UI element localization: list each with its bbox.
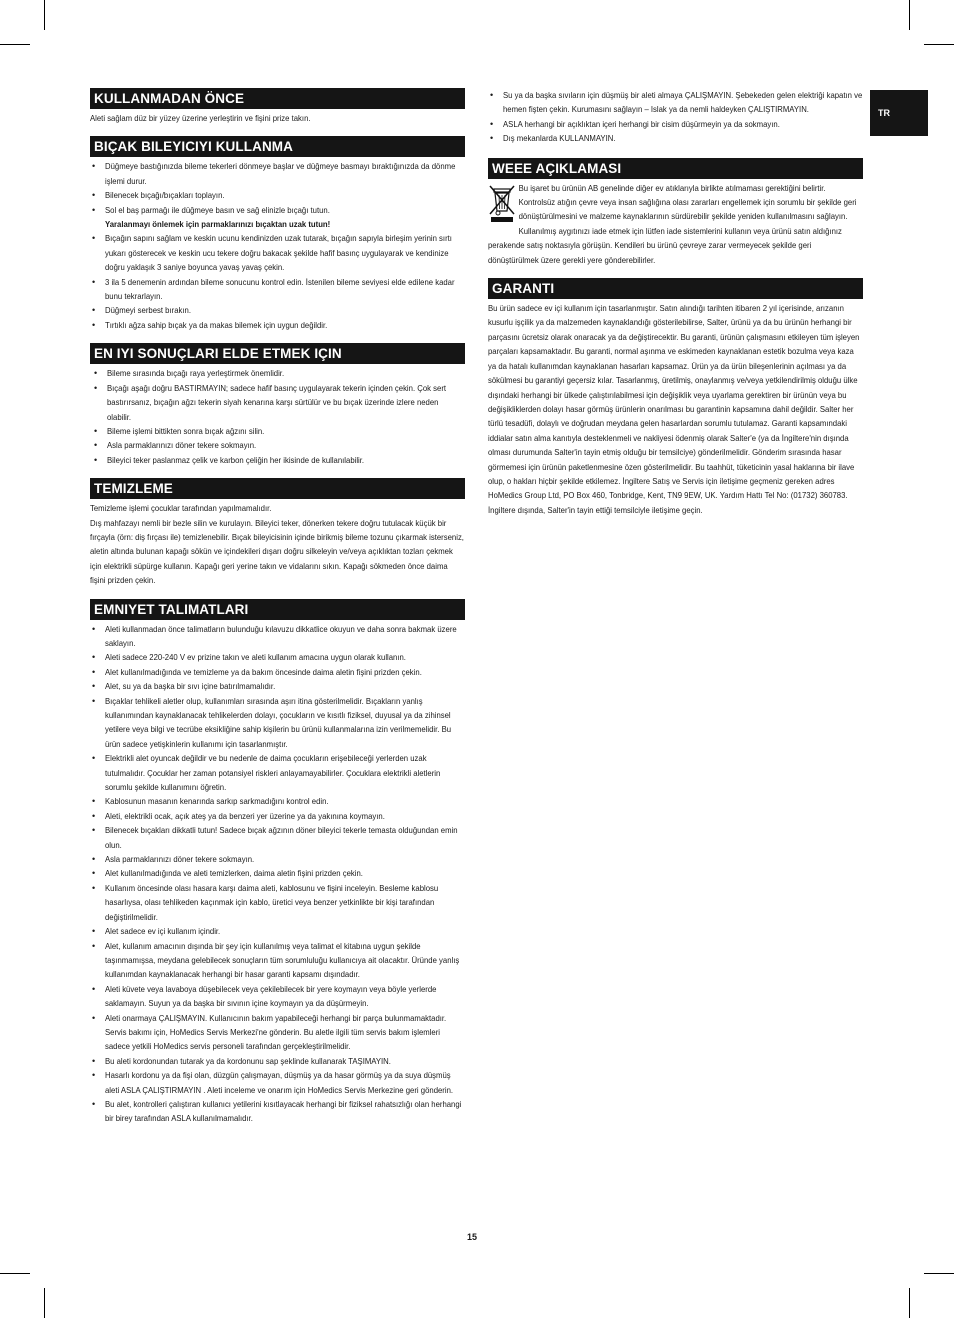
section-title-weee: WEEE AÇIKLAMASI [488,158,863,179]
list-item: • Bilenecek bıçağı/bıçakları toplayın. [90,188,465,202]
list-item: • Bilenecek bıçakları dikkatli tutun! Sadece bıçak ağzının döner bileyici tekerle temasta olduğundan emin olun. [90,823,465,852]
crop-mark [924,44,954,45]
list-item: • Bıçağın sapını sağlam ve keskin ucunu kendinizden uzak tutarak, bıçağın sapıyla birleşim yerinin sırtı yukarı gösterecek ve keskin ucu tekere doğru bakacak şekilde hafif basınç uygulayarak ve kendinize doğru yaklaşık 3 saniye boyunca yavaş yavaş çekin. [90,231,465,274]
list-item: • Alet, su ya da başka bir sıvı içine batırılmamalıdır. [90,679,465,693]
eniyi-list [90,366,465,467]
list-item: • Aleti, elektrikli ocak, açık ateş ya da benzeri yer üzerine ya da yakınına koymayın. [90,809,465,823]
crop-mark [44,1288,45,1318]
language-tab: TR [870,90,928,136]
right-column [488,88,863,528]
section-title-eniyi: EN IYI SONUÇLARI ELDE ETMEK IÇIN [90,343,465,364]
garanti-text: Bu ürün sadece ev içi kullanım için tasarlanmıştır. Satın alındığı tarihten itibaren 2 yıl içerisinde, arızanın kusurlu işçilik ya da malzemeden kaynaklandığı gösterilebilirse, Salter, ürünü ya da bu ürünün herhangi bir parçasını ücretsiz olarak onaracak ya da değiştirecektir. Bu garanti, ürünün çalışmasını etkileyen tüm işleyen parçaları kapsamaktadır. Bu garanti, normal aşınma ve eskimeden kaynaklanan estetik bozulma veya kaza ya da hatalı kullanımdan kaynaklanan hasarları kapsamaz. Ürün ya da ürün bileşenlerinin açılması ya da sökülmesi bu garantiyi geçersiz kılar. Tasarlanmış, üretilmiş, onaylanmış ve/veya yetkilendirilmiş olduğu ülke dışındaki herhangi bir ülkede çalıştırılabilmesi için değişiklik veya uyarlama gerektiren bir ürünün veya bu değişikliklerden dolayı hasar görmüş ürünlerin onarılması bu garantinin kapsamına dahil değildir. Salter her türlü tesadüfi, dolaylı ve doğrudan meydana gelen hasarlardan sorumlu tutulamaz. Garanti kapsamındaki iddialar satın alma kanıtıyla desteklenmeli ve nakliyesi ödenmiş olarak Salter'e (ya da İngiltere'nin dışında olması durumunda Salter'in tayin etmiş olduğu bir temsilciye) gönderilmelidir. Gönderim sırasında hasar görmemesi için ürünün paketlenmesine özen gösterilmelidir. Bu taahhüt, tüketicinin yasal haklarına bir ilave olup, o hakları hiçbir şekilde etkilemez. İngiltere Satış ve Servis için iletişime geçmeniz gereken adres HoMedics Group Ltd, PO Box 460, Tonbridge, Kent, TN9 9EW, UK. Yardım Hattı Tel No: (01732) 360783. İngiltere dışında, Salter'in tayin ettiği temsilciyle iletişime geçin. [488,303,860,515]
section-emniyet [90,599,465,1126]
list-item: • 3 ila 5 denemenin ardından bileme sonucunu kontrol edin. İstenilen bileme seviyesi elde edilene kadar bunu tekrarlayın. [90,275,465,304]
list-item: • Sol el baş parmağı ile düğmeye basın ve sağ elinizle bıçağı tutun. Yaralanmayı önlemek için parmaklarınızı bıçaktan uzak tutun! [90,203,465,232]
section-title-emniyet: EMNIYET TALIMATLARI [90,599,465,620]
list-item: • Düğmeyi serbest bırakın. [90,303,465,317]
list-item: • Bileme işlemi bittikten sonra bıçak ağzını silin. [92,424,465,438]
list-item: • Bileyici teker paslanmaz çelik ve karbon çeliğin her ikisinde de kullanılabilir. [92,453,465,467]
section-title-bicak: BIÇAK BILEYICIYI KULLANMA [90,136,465,157]
bicak-warning: Yaralanmayı önlemek için parmaklarınızı bıçaktan uzak tutun! [105,219,331,230]
list-item: • Bileme sırasında bıçağı raya yerleştirmek önemlidir. [92,366,465,380]
right-top-list [488,88,863,146]
list-item: • Aleti küvete veya lavaboya düşebilecek veya çekilebilecek bir yere koymayın veya böyle yerlerde saklamayın. Suyun ya da başka bir sıvının içine koymayın ya da düşürmeyin. [90,982,465,1011]
section-temizleme [90,478,465,587]
list-item: • Kablosunun masanın kenarında sarkıp sarkmadığını kontrol edin. [90,794,465,808]
list-item: • Asla parmaklarınızı döner tekere sokmayın. [92,438,465,452]
section-title-temizleme: TEMIZLEME [90,478,465,499]
list-item: • Bıçaklar tehlikeli aletler olup, kullanımları sırasında aşırı itina gösterilmelidir. Bıçakların yanlış kullanımından kaynaklanacak tehlikelerden dolayı, çocukların ve kısıtlı fiziksel, duyusal ya da zihinsel yetilere veya bilgi ve tecrübe eksikliğine sahip kişilerin bu ürünü kullanmalarına izin verilmemelidir. Bu ürün sadece yetişkinlerin kullanımı için tasarlanmıştır. [90,694,465,752]
crop-mark [0,1273,30,1274]
list-item: • Kullanım öncesinde olası hasara karşı daima aleti, kablosunu ve fişini inceleyin. Besleme kablosu hasarlıysa, olası tehlikeden kaçınmak için kablo, üretici veya benzer yetkinlikte bir kişi tarafından değiştirilmelidir. [90,881,465,924]
list-item: • Aleti sadece 220-240 V ev prizine takın ve aleti kullanım amacına uygun olarak kullanın. [90,650,465,664]
list-item: • Asla parmaklarınızı döner tekere sokmayın. [90,852,465,866]
section-weee [488,158,863,267]
weee-body [488,181,863,267]
section-garanti [488,278,863,517]
crop-mark [909,0,910,30]
section-right-top [488,88,863,146]
list-item: • Düğmeye bastığınızda bileme tekerleri dönmeye başlar ve düğmeye basmayı bıraktığınızda da dönme işlemi durur. [90,159,465,188]
section-title-garanti: GARANTI [488,278,863,299]
page-number: 15 [467,1232,478,1242]
section-eniyi [90,343,465,467]
list-item: • Alet sadece ev içi kullanım içindir. [90,924,465,938]
section-bicak [90,136,465,332]
list-item: • Su ya da başka sıvıların için düşmüş bir aleti almaya ÇALIŞMAYIN. Şebekeden gelen elektriği kapatın ve hemen fişten çekin. Kurumasını sağlayın – Islak ya da nemli haldeyken ÇALIŞTIRMAYIN. [488,88,863,117]
temizleme-text-1: Temizleme işlemi çocuklar tarafından yapılmamalıdır. [90,503,272,514]
list-item: • Tırtıklı ağza sahip bıçak ya da makas bilemek için uygun değildir. [90,318,465,332]
crop-mark [909,1288,910,1318]
list-item: • Bu aleti kordonundan tutarak ya da kordonunu sap şeklinde kullanarak TAŞIMAYIN. [90,1054,465,1068]
list-item: • ASLA herhangi bir açıklıktan içeri herhangi bir cisim düşürmeyin ya da sokmayın. [488,117,863,131]
temizleme-text-2: Dış mahfazayı nemli bir bezle silin ve kurulayın. Bileyici teker, dönerken tekere doğru tutulacak küçük bir fırçayla (örn: diş fırçası ile) temizlenebilir. Bıçak bileyicisinin içinde birikmiş bileme tozunu çıkarmak isterseniz, aletin altında bulunan kapağı sökün ve içindekileri dışarı doğru silkeleyin ve/veya açıklıktan tozları çekmek için elektrikli süpürge kullanın. Kapağı geri yerine takın ve vidalarını sıkın. Kapağı sökmeden önce daima fişini prizden çekin. [90,517,464,586]
list-item: • Dış mekanlarda KULLANMAYIN. [488,131,863,145]
section-kullanmadan [90,88,465,125]
list-item: • Elektrikli alet oyuncak değildir ve bu nedenle de daima çocukların erişebileceği yerlerden uzak tutulmalıdır. Çocuklar her zaman potansiyel riskleri anlayamayabilirler. Çocuklara elektrikli aletlerin sorumlu şekilde kullanımını öğretin. [90,751,465,794]
list-item: • Alet, kullanım amacının dışında bir şey için kullanılmış veya talimat el kitabına uygun şekilde taşınmamışsa, meydana gelebilecek sonuçların tüm sorumluluğu kullanıcıya ait olacaktır. Üründe yanlış kullanımdan kaynaklanacak herhangi bir hasar garanti kapsamı dışındadır. [90,939,465,982]
left-column [90,88,465,1137]
kullanmadan-text: Aleti sağlam düz bir yüzey üzerine yerleştirin ve fişini prize takın. [90,113,311,123]
section-title-kullanmadan: KULLANMADAN ÖNCE [90,88,465,109]
list-item: • Alet kullanılmadığında ve temizleme ya da bakım öncesinde daima aletin fişini prizden çekin. [90,665,465,679]
list-item: • Bu alet, kontrolleri çalıştıran kullanıcı yetilerini kısıtlayacak herhangi bir fiziksel rahatsızlığı olan herhangi bir birey tarafından ASLA kullanılmamalıdır. [90,1097,465,1126]
list-item: • Alet kullanılmadığında ve aleti temizlerken, daima aletin fişini prizden çekin. [90,866,465,880]
list-item: • Hasarlı kordonu ya da fişi olan, düzgün çalışmayan, düşmüş ya da hasar görmüş ya da suya düşmüş aleti ASLA ÇALIŞTIRMAYIN . Aleti inceleme ve onarım için HoMedics Servis Merkezine geri gönderin. [90,1068,465,1097]
crop-mark [44,0,45,30]
list-item: • Aleti onarmaya ÇALIŞMAYIN. Kullanıcının bakım yapabileceği herhangi bir parça bulunmamaktadır. Servis bakımı için, HoMedics Servis Merkezi'ne gönderin. Bu aletle ilgili tüm servis bakım işlemleri sadece yetkili HoMedics servis personeli tarafından gerçekleştirilmelidir. [90,1011,465,1054]
weee-text: Bu işaret bu ürünün AB genelinde diğer ev atıklarıyla birlikte atılmaması gerektiğini belirtir. Kontrolsüz atığın çevre veya insan sağlığına olası zararları engellemek için sorumlu bir şekilde geri dönüştürülmesini ve malzeme kaynaklarının sürdürebilir şekilde yeniden kullanılmasını sağlayın. Kullanılmış aygıtınızı iade etmek için lütfen iade sistemlerini kullanın veya ürünü satın aldığınız perakende satış noktasıyla görüşün. Kendileri bu ürünü çevreye zarar vermeyecek şekilde geri dönüştürülmek üzere gerekli yere gönderebilirler. [488,182,857,265]
list-item: • Aleti kullanmadan önce talimatların bulunduğu kılavuzu dikkatlice okuyun ve daha sonra bakmak üzere saklayın. [90,622,465,651]
bicak-list [90,159,465,332]
crop-mark [0,44,30,45]
crop-mark [924,1273,954,1274]
emniyet-list [90,622,465,1126]
list-item: • Bıçağı aşağı doğru BASTIRMAYIN; sadece hafif basınç uygulayarak tekerin içinden çekin. Çok sert bastırırsanız, bıçağın ağzı tekerin siyah kenarına karşı sürtülür ve bu bıçak üzerinde izlere neden olabilir. [92,381,465,424]
